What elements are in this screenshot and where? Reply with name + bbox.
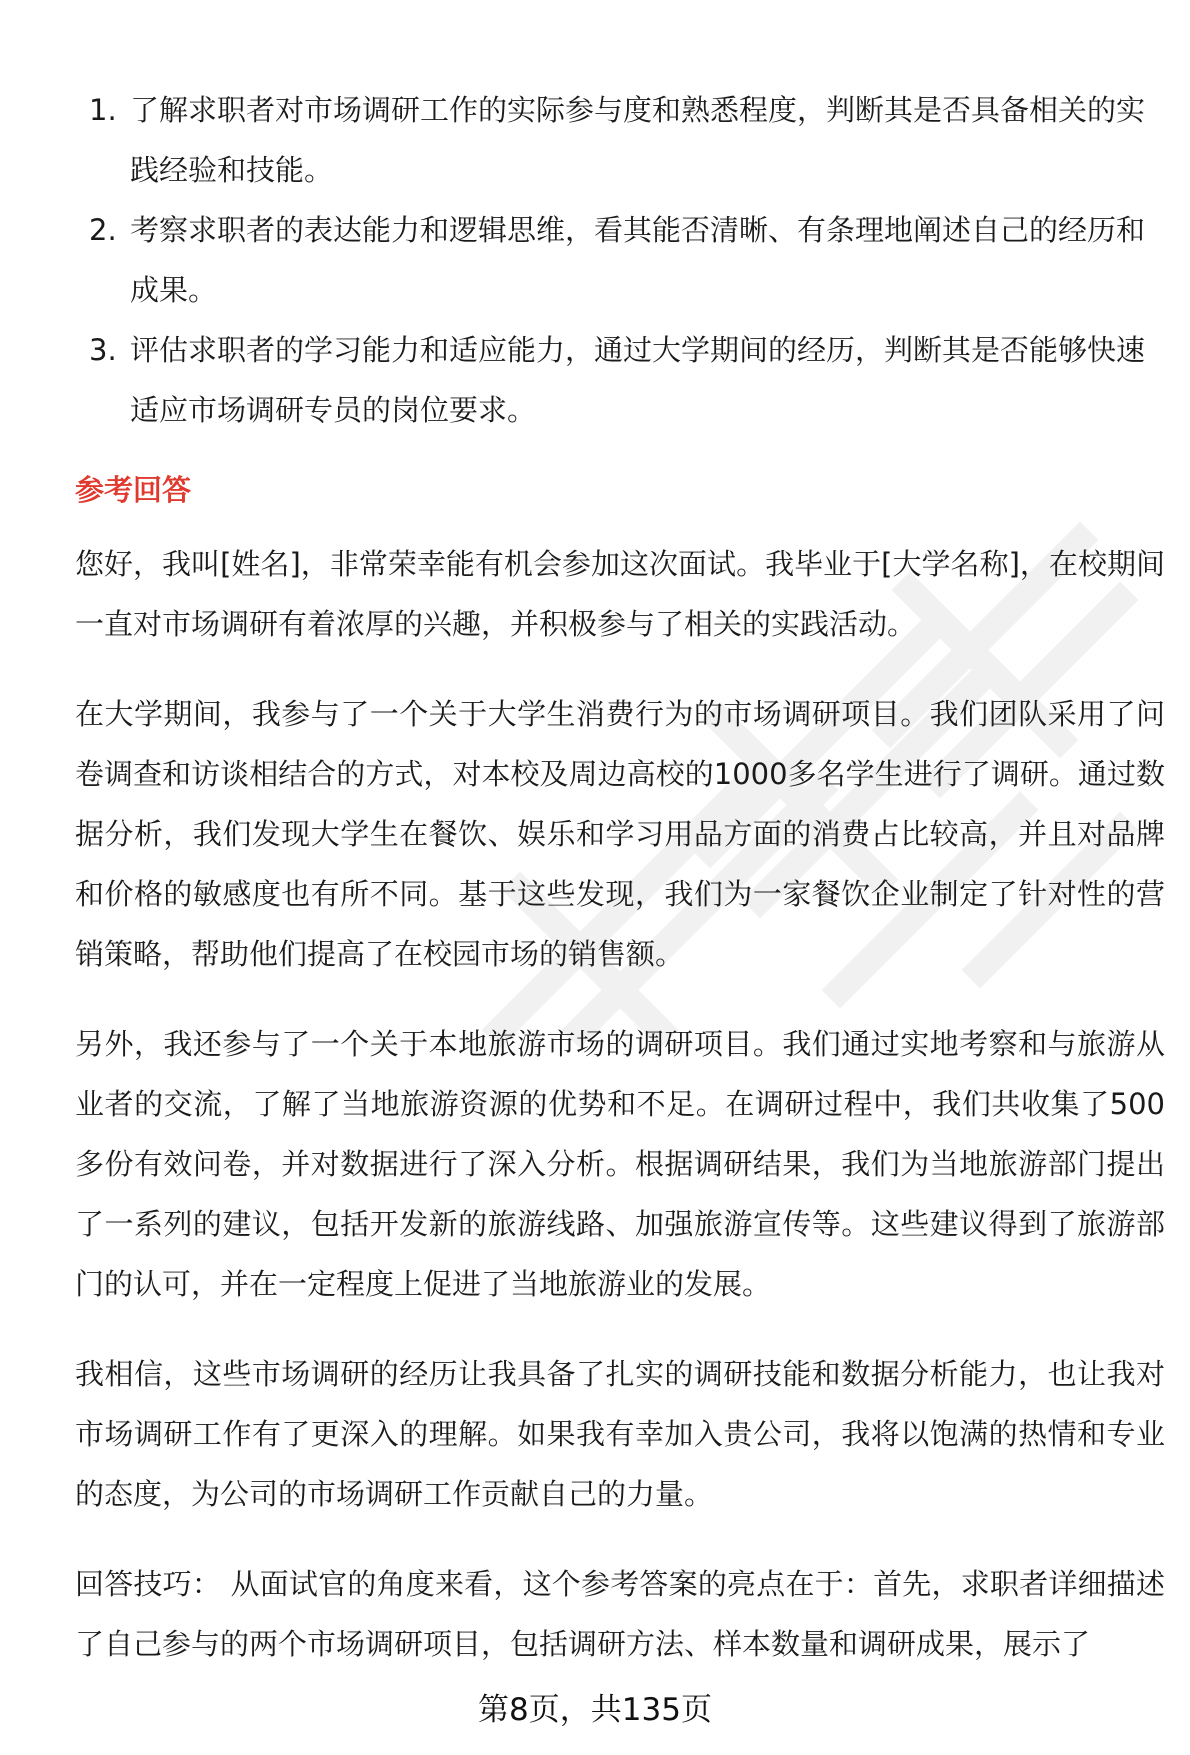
answer-paragraph: 在大学期间，我参与了一个关于大学生消费行为的市场调研项目。我们团队采用了问卷调查和访谈相结合的方式，对本校及周边高校的1000多名学生进行了调研。通过数据分析，我们发现大学生在餐饮、娱乐和学习用品方面的消费占比较高，并且对品牌和价格的敏感度也有所不同。基于这些发现，我们为一家餐饮企业制定了针对性的营销策略，帮助他们提高了在校园市场的销售额。 [75,697,1165,971]
list-item [75,320,1165,440]
criteria-list [75,80,1165,440]
answer-paragraph: 另外，我还参与了一个关于本地旅游市场的调研项目。我们通过实地考察和与旅游从业者的交流，了解了当地旅游资源的优势和不足。在调研过程中，我们共收集了500多份有效问卷，并对数据进行了深入分析。根据调研结果，我们为当地旅游部门提出了一系列的建议，包括开发新的旅游线路、加强旅游宣传等。这些建议得到了旅游部门的认可，并在一定程度上促进了当地旅游业的发展。 [75,1027,1165,1301]
page-number-footer: 第8页，共135页 [478,1692,712,1728]
list-item-text: 考察求职者的表达能力和逻辑思维，看其能否清晰、有条理地阐述自己的经历和成果。 [130,213,1146,307]
answer-paragraph: 我相信，这些市场调研的经历让我具备了扎实的调研技能和数据分析能力，也让我对市场调研工作有了更深入的理解。如果我有幸加入贵公司，我将以饱满的热情和专业的态度，为公司的市场调研工作贡献自己的力量。 [75,1357,1165,1511]
list-item-text: 评估求职者的学习能力和适应能力，通过大学期间的经历，判断其是否能够快速适应市场调研专员的岗位要求。 [130,333,1146,427]
list-item [75,80,1165,200]
document-content [75,80,1165,1674]
list-item [75,200,1165,320]
tips-paragraph: 回答技巧： 从面试官的角度来看，这个参考答案的亮点在于：首先，求职者详细描述了自己参与的两个市场调研项目，包括调研方法、样本数量和调研成果，展示了 [75,1567,1165,1661]
list-item-number: 1. [89,93,117,127]
list-item-text: 了解求职者对市场调研工作的实际参与度和熟悉程度，判断其是否具备相关的实践经验和技能。 [130,93,1146,187]
list-item-number: 3. [89,333,117,367]
answer-paragraph: 您好，我叫[姓名]，非常荣幸能有机会参加这次面试。我毕业于[大学名称]，在校期间一直对市场调研有着浓厚的兴趣，并积极参与了相关的实践活动。 [75,547,1165,641]
section-title: 参考回答 [75,473,192,507]
list-item-number: 2. [89,213,117,247]
